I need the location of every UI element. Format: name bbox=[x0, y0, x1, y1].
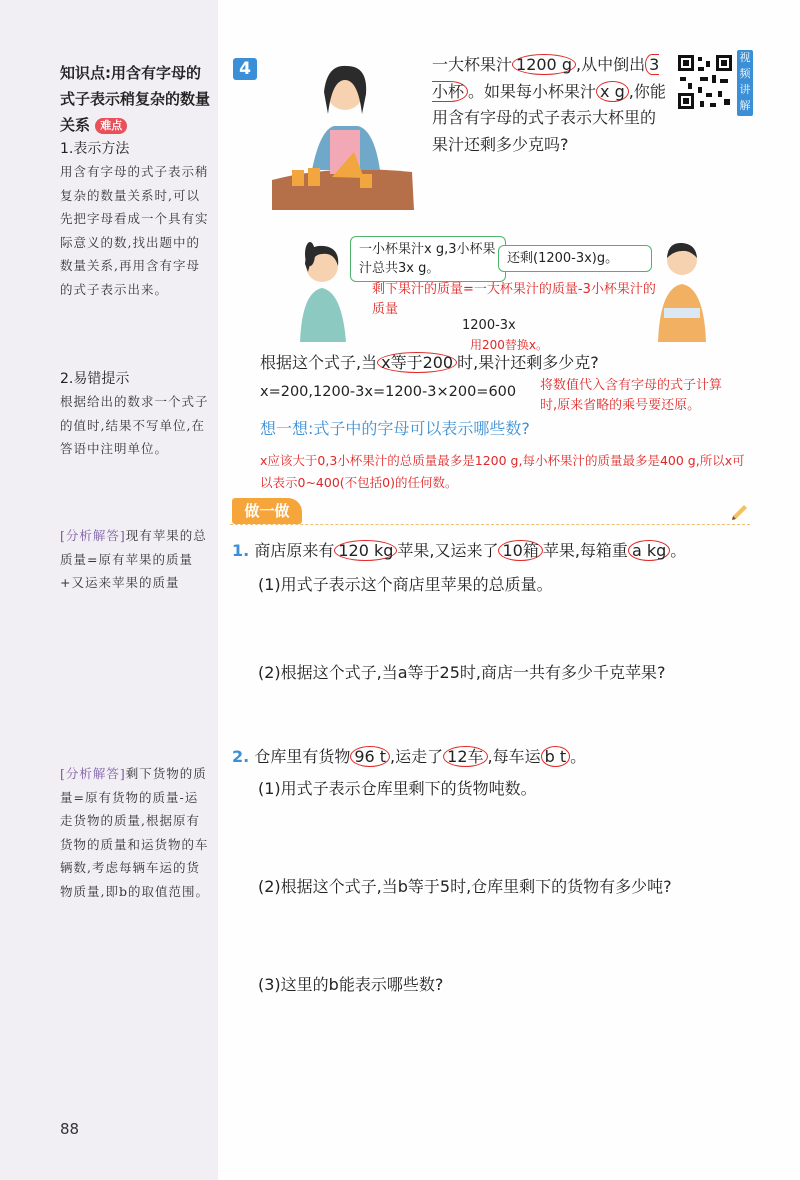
q2-part-a: 仓库里有货物 bbox=[254, 747, 351, 766]
q2-circled-bt: b t bbox=[541, 746, 571, 767]
problem-circled-1200g: 1200 g bbox=[512, 54, 576, 75]
error-tip-text: 根据给出的数求一个式子的值时,结果不写单位,在答语中注明单位。 bbox=[60, 394, 209, 456]
q2-subquestion-1: (1)用式子表示仓库里剩下的货物吨数。 bbox=[258, 779, 537, 798]
think-prompt bbox=[260, 416, 530, 439]
q2-subquestion-2: (2)根据这个式子,当b等于5时,仓库里剩下的货物有多少吨? bbox=[258, 877, 672, 896]
practice-q1 bbox=[232, 538, 686, 565]
think-label: 想一想: bbox=[260, 419, 314, 438]
practice-label: 做一做 bbox=[232, 498, 302, 524]
analysis-1-text: 现有苹果的总质量=原有苹果的质量+又运来苹果的质量 bbox=[60, 528, 207, 590]
q2-number: 2. bbox=[232, 747, 250, 766]
note-calc-handwritten: 将数值代入含有字母的式子计算时,原来省略的乘号要还原。 bbox=[540, 378, 723, 413]
problem-circled-3cups: 3小杯 bbox=[432, 55, 660, 101]
q2-part-c: ,运走了 bbox=[390, 747, 444, 766]
q1-part-c: 苹果,又运来了 bbox=[397, 541, 499, 560]
q1-circled-120kg: 120 kg bbox=[334, 540, 397, 561]
think-answer-handwritten: x应该大于0,3小杯果汁的总质量最多是1200 g,每小杯果汁的质量最多是400 g,所以x可以表示0~400(不包括0)的任何数。 bbox=[260, 453, 745, 490]
woman-pouring-juice-illustration bbox=[272, 52, 422, 212]
q2-part-g: 。 bbox=[570, 747, 587, 766]
q1-number: 1. bbox=[232, 541, 250, 560]
q1-part-e: 苹果,每箱重 bbox=[542, 541, 628, 560]
method-heading: 1.表示方法 bbox=[60, 141, 130, 157]
practice-q2 bbox=[232, 744, 586, 771]
method-text: 用含有字母的式子表示稍复杂的数量关系时,可以先把字母看成一个具有实际意义的数,找出题中的数量关系,再用含有字母的式子表示出来。 bbox=[60, 164, 209, 297]
analysis-1-label: [分析解答] bbox=[60, 528, 126, 543]
analysis-1 bbox=[60, 524, 210, 595]
example-question2 bbox=[260, 350, 599, 377]
page-number: 88 bbox=[60, 1120, 80, 1138]
q2-part-e: ,每车运 bbox=[487, 747, 541, 766]
boy-speech-bubble: 还剩(1200-3x)g。 bbox=[498, 245, 652, 272]
practice-divider bbox=[230, 508, 750, 525]
problem-part-g: ,你能用含有字母的式子表示大杯里的果汁还剩多少克吗? bbox=[432, 81, 666, 154]
note-expression: 1200-3x bbox=[462, 318, 516, 333]
girl-speech-bubble: 一小杯果汁x g,3小杯果汁总共3x g。 bbox=[350, 236, 506, 282]
think-text: 式子中的字母可以表示哪些数? bbox=[313, 419, 530, 438]
calculation: x=200,1200-3x=1200-3×200=600 bbox=[260, 384, 517, 400]
question2-circled: x等于200 bbox=[377, 352, 457, 373]
q1-circled-10boxes: 10箱 bbox=[498, 540, 542, 561]
difficulty-tag: 难点 bbox=[95, 118, 127, 134]
note-relation-handwritten: 剩下果汁的质量=一大杯果汁的质量-3小杯果汁的质量 bbox=[372, 282, 656, 317]
question2-part-c: 时,果汁还剩多少克? bbox=[457, 353, 599, 372]
problem-part-a: 一大杯果汁 bbox=[432, 55, 513, 74]
kp-title-text: 知识点:用含有字母的式子表示稍复杂的数量关系 bbox=[60, 64, 211, 134]
knowledge-point-title bbox=[60, 60, 210, 138]
example-problem bbox=[432, 52, 670, 158]
pencil-icon bbox=[730, 500, 750, 520]
analysis-2 bbox=[60, 762, 210, 903]
analysis-2-label: [分析解答] bbox=[60, 766, 126, 781]
q1-part-a: 商店原来有 bbox=[254, 541, 335, 560]
q1-subquestion-2: (2)根据这个式子,当a等于25时,商店一共有多少千克苹果? bbox=[258, 663, 666, 682]
problem-circled-xg: x g bbox=[596, 81, 629, 102]
analysis-2-text: 剩下货物的质量=原有货物的质量-运走货物的质量,根据原有货物的质量和运货物的车辆数,考虑每辆车运的货物质量,即b的取值范围。 bbox=[60, 766, 209, 899]
note-replace-handwritten: 用200替换x。 bbox=[470, 338, 549, 352]
girl-student-illustration bbox=[290, 232, 354, 342]
qr-code[interactable] bbox=[676, 53, 734, 111]
q1-part-g: 。 bbox=[670, 541, 687, 560]
error-tip-heading: 2.易错提示 bbox=[60, 371, 130, 387]
q2-subquestion-3: (3)这里的b能表示哪些数? bbox=[258, 975, 444, 994]
example-number: 4 bbox=[233, 58, 257, 80]
problem-part-e: 。如果每小杯果汁 bbox=[468, 81, 597, 101]
qr-code-icon bbox=[676, 53, 734, 111]
q2-circled-96t: 96 t bbox=[350, 746, 390, 767]
q1-subquestion-1: (1)用式子表示这个商店里苹果的总质量。 bbox=[258, 575, 553, 594]
problem-part-c: ,从中倒出 bbox=[575, 55, 646, 74]
video-explain-label[interactable]: 视频讲解 bbox=[737, 50, 753, 116]
q2-circled-12trucks: 12车 bbox=[443, 746, 487, 767]
question2-part-a: 根据这个式子,当 bbox=[260, 353, 378, 372]
q1-circled-akg: a kg bbox=[628, 540, 670, 561]
